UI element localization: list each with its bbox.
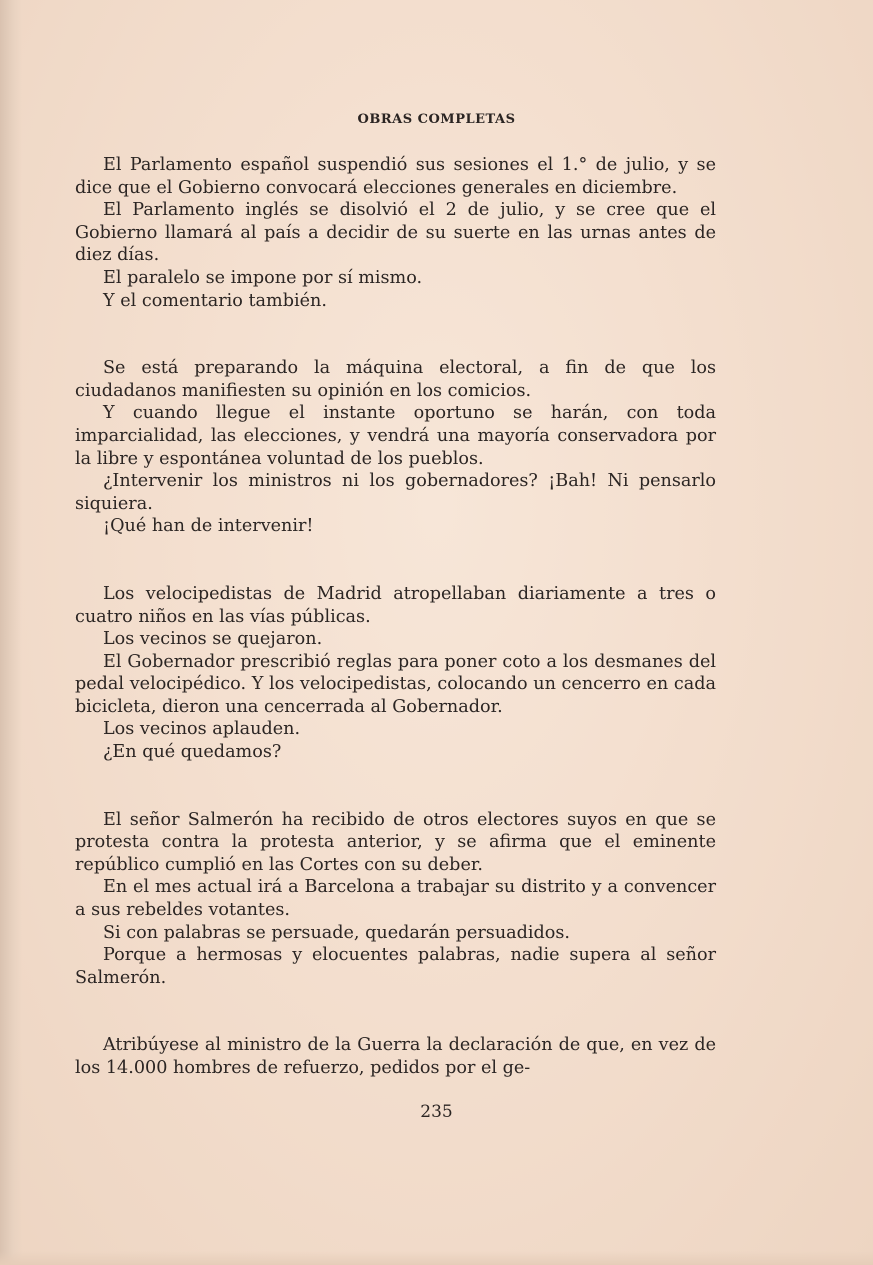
paragraph: Atribúyese al ministro de la Guerra la declaración de que, en vez de los 14.000 hombres de refuerzo, pedidos por el ge- xyxy=(75,1035,716,1078)
paragraph: ¿En qué quedamos? xyxy=(103,742,282,763)
paragraph: Se está preparando la máquina electoral, a fin de que los ciudadanos manifiesten su opinión en los comicios. xyxy=(75,358,716,401)
paragraph: ¿Intervenir los ministros ni los gobernadores? ¡Bah! Ni pensarlo siquiera. xyxy=(75,471,716,514)
section-2 xyxy=(75,357,716,538)
paragraph: Y cuando llegue el instante oportuno se harán, con toda imparcialidad, las elecciones, y vendrá una mayoría conservadora por la libre y espontánea voluntad de los pueblos. xyxy=(75,403,716,469)
page-bottom-shadow xyxy=(0,1251,873,1265)
page-number: 235 xyxy=(420,1102,453,1122)
paragraph: El Gobernador prescribió reglas para poner coto a los desmanes del pedal velocipédico. Y los velocipedistas, colocando un cencerro en cada bicicleta, dieron una cencerrada al Gobernador. xyxy=(75,651,716,717)
paragraph: Si con palabras se persuade, quedarán persuadidos. xyxy=(103,922,570,943)
paragraph: El paralelo se impone por sí mismo. xyxy=(103,267,423,288)
paragraph: ¡Qué han de intervenir! xyxy=(103,516,314,537)
section-5 xyxy=(75,1034,716,1079)
paragraph: Porque a hermosas y elocuentes palabras, nadie supera al señor Salmerón. xyxy=(75,945,716,988)
paragraph: Y el comentario también. xyxy=(103,290,327,311)
paragraph: El señor Salmerón ha recibido de otros electores suyos en que se protesta contra la protesta anterior, y se afirma que el eminente repúblico cumplió en las Cortes con su deber. xyxy=(75,809,716,875)
paragraph: En el mes actual irá a Barcelona a trabajar su distrito y a convencer a sus rebeldes votantes. xyxy=(75,877,716,921)
running-header: OBRAS COMPLETAS xyxy=(357,112,516,127)
paragraph: El Parlamento español suspendió sus sesiones el 1.° de julio, y se dice que el Gobierno convocará elecciones generales en diciembre. xyxy=(75,155,716,198)
page-binding-shadow xyxy=(0,0,22,1265)
paragraph: Los vecinos aplauden. xyxy=(103,719,301,740)
section-1 xyxy=(75,154,716,312)
paragraph: Los vecinos se quejaron. xyxy=(103,629,323,650)
section-3 xyxy=(75,583,716,764)
paragraph: El Parlamento inglés se disolvió el 2 de julio, y se cree que el Gobierno llamará al país a decidir de su suerte en las urnas antes de diez días. xyxy=(75,200,716,266)
paragraph: Los velocipedistas de Madrid atropellaban diariamente a tres o cuatro niños en las vías públicas. xyxy=(75,583,716,627)
page-body xyxy=(75,154,716,1125)
section-4 xyxy=(75,809,716,990)
